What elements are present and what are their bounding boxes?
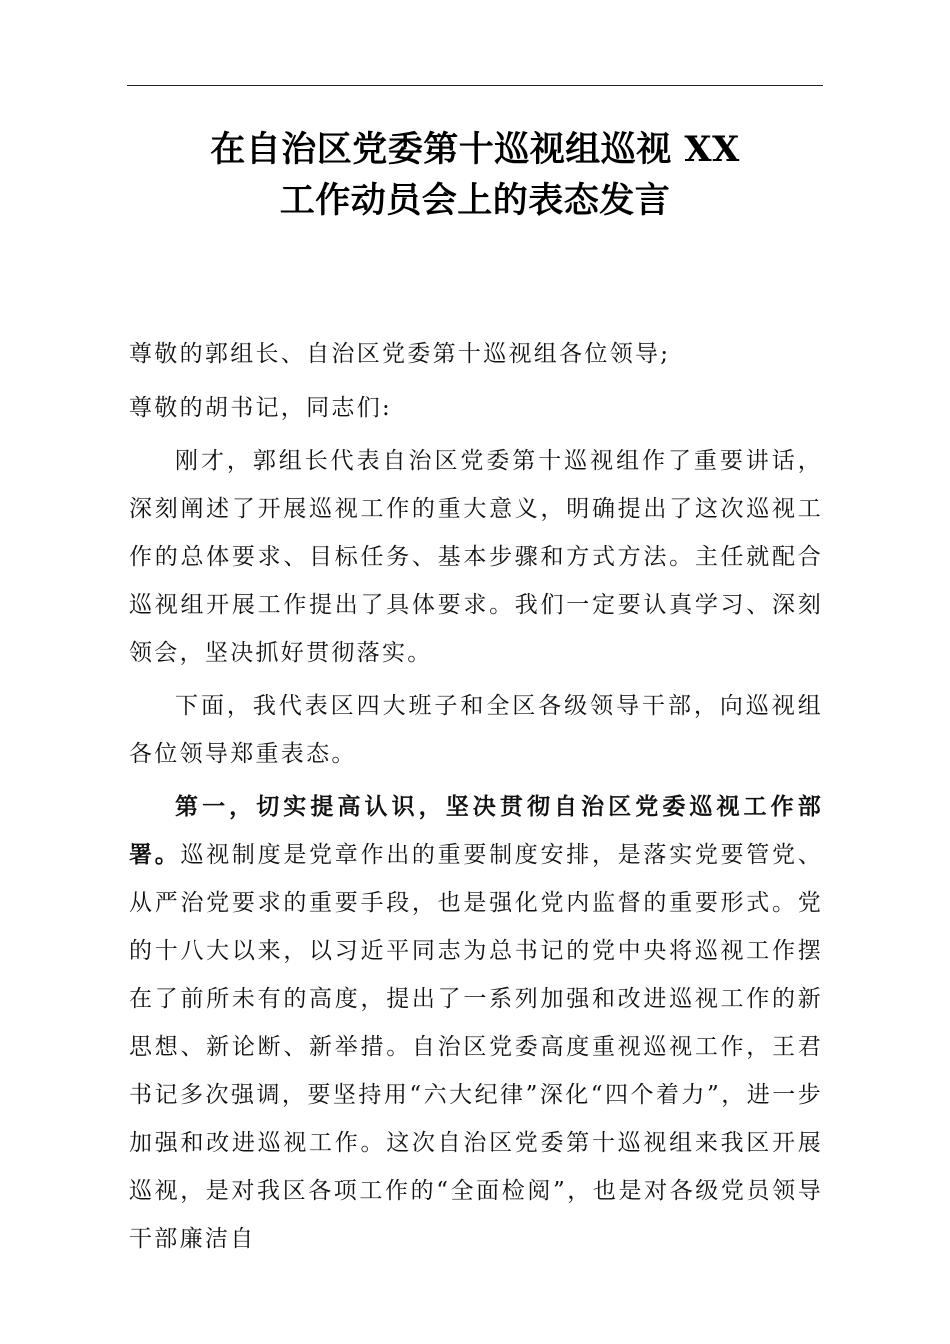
document-title: [127, 124, 823, 226]
paragraph-statement: 下面，我代表区四大班子和全区各级领导干部，向巡视组各位领导郑重表态。: [129, 693, 823, 767]
salutation-line-2: 尊敬的胡书记，同志们:: [129, 395, 393, 421]
header-rule: [127, 85, 823, 86]
document-body: [129, 330, 823, 1263]
title-line-2: 工作动员会上的表态发言: [279, 180, 671, 221]
section-1-heading: 第一，切实提高认识，坚决贯彻自治区党委巡视工作部署。: [129, 794, 823, 868]
title-line-1: 在自治区党委第十巡视组巡视 XX: [210, 129, 740, 170]
paragraph-opening: 刚才，郭组长代表自治区党委第十巡视组作了重要讲话，深刻阐述了开展巡视工作的重大意义，明确提出了这次巡视工作的总体要求、目标任务、基本步骤和方式方法。主任就配合巡视组开展工作提出了具体要求。我们一定要认真学习、深刻领会，坚决抓好贯彻落实。: [129, 448, 823, 666]
section-1-body: 巡视制度是党章作出的重要制度安排，是落实党要管党、从严治党要求的重要手段，也是强化党内监督的重要形式。党的十八大以来，以习近平同志为总书记的党中央将巡视工作摆在了前所未有的高度，提出了一系列加强和改进巡视工作的新思想、新论断、新举措。自治区党委高度重视巡视工作，王君书记多次强调，要坚持用“六大纪律”深化“四个着力”，进一步加强和改进巡视工作。这次自治区党委第十巡视组来我区开展巡视，是对我区各项工作的“全面检阅”，也是对各级党员领导干部廉洁自: [129, 842, 824, 1252]
section-1-paragraph: [129, 783, 823, 1263]
salutation-line-1: 尊敬的郭组长、自治区党委第十巡视组各位领导;: [129, 341, 671, 367]
